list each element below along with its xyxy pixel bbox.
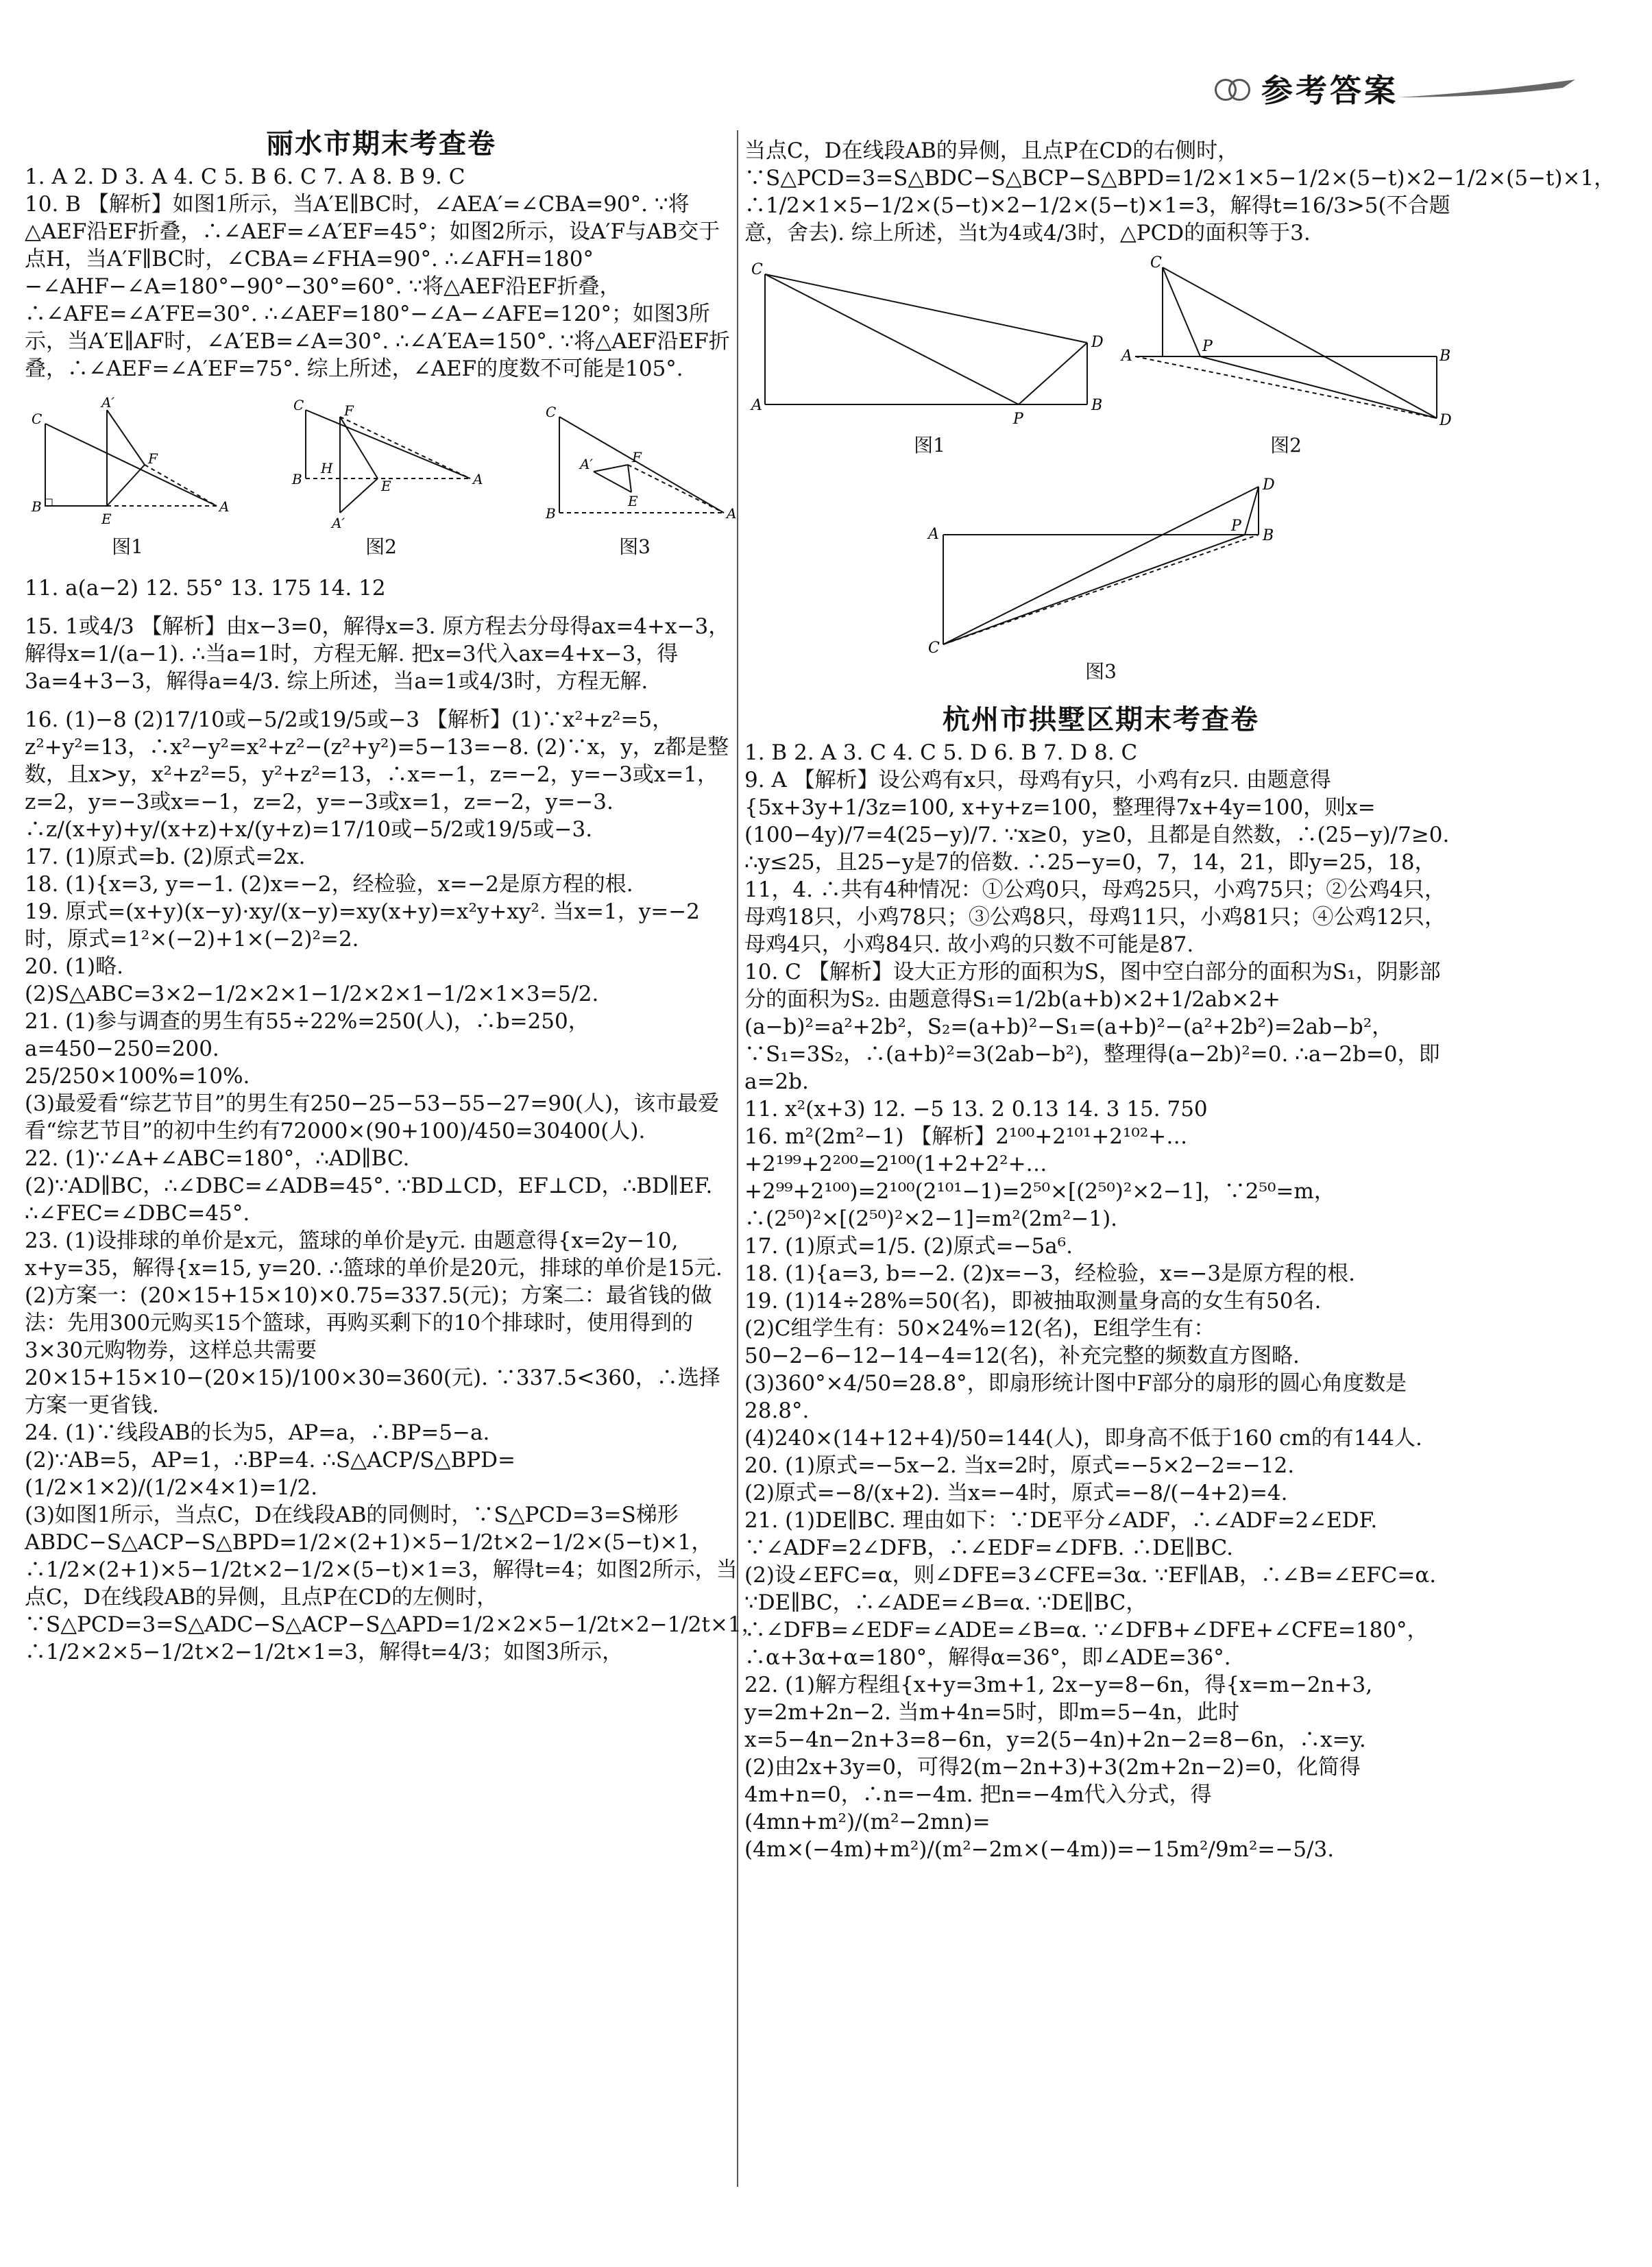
svg-text:D: D — [1440, 412, 1452, 429]
svg-text:C: C — [32, 411, 42, 427]
left-column — [25, 110, 763, 1666]
figure-caption: 图1 — [914, 434, 945, 457]
answer-line: 9. A 【解析】设公鸡有x只，母鸡有y只，小鸡有z只. 由题意得{5x+3y+1/3z=100, x+y+z=100，整理得7x+4y=100，则x=(100−4y)/7=4(25−y)/7. ∵x≥0，y≥0，且都是自然数，∴(25−y)/7≥0. ∴y≤25，且25−y是7的倍数. ∴25−y=0，7，14，21，即y=25，18，11，4. ∴共有4种情况：①公鸡0只，母鸡25只，小鸡75只；②公鸡4只，母鸡18只，小鸡78只；③公鸡8只，母鸡11只，小鸡81只；④公鸡12只，母鸡4只，小鸡84只. 故小鸡的只数不可能是87. — [744, 768, 1450, 957]
segment-diagram-3 — [916, 473, 1286, 658]
fold-diagram-2 — [278, 396, 484, 533]
svg-text:F: F — [148, 450, 158, 467]
svg-text:C: C — [928, 640, 940, 657]
figure-caption: 图1 — [112, 535, 143, 558]
figure-caption: 图2 — [365, 535, 397, 558]
svg-text:P: P — [1013, 411, 1023, 428]
answer-line: (2)C组学生有：50×24%=12(名)，E组学生有：50−2−6−12−14−4=12(名)，补充完整的频数直方图略. — [744, 1316, 1300, 1368]
answer-line: 20. (1)原式=−5x−2. 当x=2时，原式=−5×2−2=−12. — [744, 1453, 1295, 1478]
svg-text:D: D — [1091, 334, 1104, 351]
figure-1 — [744, 254, 1115, 459]
svg-text:A: A — [727, 505, 737, 522]
answer-line: 21. (1)DE∥BC. 理由如下：∵DE平分∠ADF，∴∠ADF=2∠EDF. ∵∠ADF=2∠DFB，∴∠EDF=∠DFB. ∴DE∥BC. — [744, 1508, 1378, 1560]
svg-text:B: B — [292, 471, 302, 487]
figure-caption: 图3 — [1085, 660, 1117, 683]
answer-line: 11. a(a−2) 12. 55° 13. 175 14. 12 — [25, 576, 386, 601]
answer-line: (2)∵AD∥BC，∴∠DBC=∠ADB=45°. ∵BD⊥CD，EF⊥CD，∴BD∥EF. ∴∠FEC=∠DBC=45°. — [25, 1174, 713, 1226]
answer-line: (2)设∠EFC=α，则∠DFE=3∠CFE=3α. ∵EF∥AB，∴∠B=∠EFC=α. ∵DE∥BC，∴∠ADE=∠B=α. ∵DE∥BC，∴∠DFB=∠EDF=∠ADE=∠B=α. ∵∠DFB+∠DFE+∠CFE=180°，∴α+3α+α=180°，解得α=36°，即∠ADE=36°. — [744, 1563, 1437, 1670]
segment-diagram-1 — [744, 254, 1115, 432]
svg-text:A′: A′ — [332, 515, 345, 531]
answer-line: 18. (1){a=3, b=−2. (2)x=−3，经检验，x=−3是原方程的根. — [744, 1261, 1355, 1286]
rings-icon — [1215, 75, 1254, 102]
answer-line: 1. B 2. A 3. C 4. C 5. D 6. B 7. D 8. C — [744, 740, 1138, 765]
answer-key-header — [1215, 66, 1577, 111]
svg-text:F: F — [632, 449, 642, 465]
fold-diagram-3 — [532, 396, 738, 533]
figure-3 — [532, 396, 738, 561]
header-label: 参考答案 — [1261, 72, 1398, 109]
svg-text:E: E — [628, 493, 638, 509]
right-column — [744, 137, 1616, 1863]
svg-text:B: B — [1091, 397, 1103, 414]
answer-line: 24. (1)∵线段AB的长为5，AP=a，∴BP=5−a. — [25, 1420, 490, 1445]
figure-1 — [25, 396, 230, 561]
answer-line: 1. A 2. D 3. A 4. C 5. B 6. C 7. A 8. B 9. C — [25, 165, 465, 189]
swoosh-decoration — [1398, 78, 1577, 99]
answer-line: 19. 原式=(x+y)(x−y)·xy/(x−y)=xy(x+y)=x²y+xy². 当x=1，y=−2时，原式=1²×(−2)+1×(−2)²=2. — [25, 899, 700, 951]
answer-line: (2)S△ABC=3×2−1/2×2×1−1/2×2×1−1/2×1×3=5/2. — [25, 982, 599, 1006]
answer-line: (2)原式=−8/(x+2). 当x=−4时，原式=−8/(−4+2)=4. — [744, 1481, 1288, 1505]
answer-line: 10. C 【解析】设大正方形的面积为S，图中空白部分的面积为S₁，阴影部分的面积为S₂. 由题意得S₁=1/2b(a+b)×2+1/2ab×2+(a−b)²=a²+2b²，S₂=(a+b)²−S₁=(a+b)²−(a²+2b²)=2ab−b²，∵S₁=3S₂，∴(a+b)²=3(2ab−b²)，整理得(a−2b)²=0. ∴a−2b=0，即a=2b. — [744, 960, 1441, 1094]
figure-row-q10 — [25, 396, 738, 561]
svg-text:C: C — [546, 404, 557, 420]
figure-row-q24 — [744, 254, 1457, 459]
answer-line: 22. (1)∵∠A+∠ABC=180°，∴AD∥BC. — [25, 1146, 410, 1171]
figure-2 — [1115, 254, 1457, 459]
figure-caption: 图3 — [619, 535, 651, 558]
segment-diagram-2 — [1115, 254, 1457, 432]
svg-text:F: F — [344, 402, 354, 419]
svg-text:C: C — [1150, 254, 1162, 271]
svg-text:C: C — [751, 261, 763, 278]
figure-3 — [916, 473, 1286, 686]
svg-text:A′: A′ — [101, 396, 114, 411]
svg-text:A: A — [473, 471, 483, 487]
svg-text:B: B — [546, 505, 556, 522]
svg-text:P: P — [1231, 518, 1241, 535]
answer-line: (2)由2x+3y=0，可得2(m−2n+3)+3(2m+2n−2)=0，化简得4m+n=0，∴n=−4m. 把n=−4m代入分式，得(4mn+m²)/(m²−2mn)=(4m×(−4m)+m²)/(m²−2m×(−4m))=−15m²/9m²=−5/3. — [744, 1755, 1361, 1862]
answer-line: 16. m²(2m²−1) 【解析】2¹⁰⁰+2¹⁰¹+2¹⁰²+…+2¹⁹⁹+2²⁰⁰=2¹⁰⁰(1+2+2²+…+2⁹⁹+2¹⁰⁰)=2¹⁰⁰(2¹⁰¹−1)=2⁵⁰×[(2⁵⁰)²×2−1]，∵2⁵⁰=m，∴(2⁵⁰)²×[(2⁵⁰)²×2−1]=m²(2m²−1). — [744, 1124, 1335, 1231]
section-title-gongshu: 杭州市拱墅区期末考查卷 — [943, 704, 1259, 736]
answer-line: (3)如图1所示，当点C，D在线段AB的同侧时，∵S△PCD=3=S梯形ABDC−S△ACP−S△BPD=1/2×(2+1)×5−1/2t×2−1/2×(5−t)×1，∴1/2×(2+1)×5−1/2t×2−1/2×(5−t)×1=3，解得t=4；如图2所示，当点C，D在线段AB的异侧，且点P在CD的左侧时，∵S△PCD=3=S△ADC−S△ACP−S△APD=1/2×2×5−1/2t×2−1/2t×1，∴1/2×2×5−1/2t×2−1/2t×1=3，解得t=4/3；如图3所示， — [25, 1503, 763, 1664]
answer-line: 当点C，D在线段AB的异侧，且点P在CD的右侧时，∵S△PCD=3=S△BDC−S△BCP−S△BPD=1/2×1×5−1/2×(5−t)×2−1/2×(5−t)×1，∴1/2×1×5−1/2×(5−t)×2−1/2×(5−t)×1=3，解得t=16/3>5(不合题意，舍去). 综上所述，当t为4或4/3时，△PCD的面积等于3. — [744, 138, 1616, 245]
answer-line: 20. (1)略. — [25, 954, 123, 979]
answer-line: 15. 1或4/3 【解析】由x−3=0，解得x=3. 原方程去分母得ax=4+x−3，解得x=1/(a−1). ∴当a=1时，方程无解. 把x=3代入ax=4+x−3，得3a=4+3−3，解得a=4/3. 综上所述，当a=1或4/3时，方程无解. — [25, 614, 730, 694]
answer-line: 19. (1)14÷28%=50(名)，即被抽取测量身高的女生有50名. — [744, 1289, 1322, 1313]
answer-line: 10. B 【解析】如图1所示，当A′E∥BC时，∠AEA′=∠CBA=90°. ∵将△AEF沿EF折叠，∴∠AEF=∠A′EF=45°；如图2所示，设A′F与AB交于点H，当A′F∥BC时，∠CBA=∠FHA=90°. ∴∠AFH=180°−∠AHF−∠A=180°−90°−30°=60°. ∵将△AEF沿EF折叠，∴∠AFE=∠A′FE=30°. ∴∠AEF=180°−∠A−∠AFE=120°；如图3所示，当A′E∥AF时，∠A′EB=∠A=30°. ∴∠A′EA=150°. ∵将△AEF沿EF折叠，∴∠AEF=∠A′EF=75°. 综上所述，∠AEF的度数不可能是105°. — [25, 192, 730, 381]
svg-text:E: E — [101, 511, 112, 527]
answer-line: (3)最爱看“综艺节目”的男生有250−25−53−55−27=90(人)，该市最爱看“综艺节目”的初中生约有72000×(90+100)/450=30400(人). — [25, 1091, 720, 1143]
answer-line: (2)∵AB=5，AP=1，∴BP=4. ∴S△ACP/S△BPD=(1/2×1×2)/(1/2×4×1)=1/2. — [25, 1448, 515, 1500]
figure-2 — [278, 396, 484, 561]
answer-line: 17. (1)原式=1/5. (2)原式=−5a⁶. — [744, 1234, 1073, 1259]
answer-line: 16. (1)−8 (2)17/10或−5/2或19/5或−3 【解析】(1)∵x²+z²=5，z²+y²=13，∴x²−y²=x²+z²−(z²+y²)=5−13=−8. (2)∵x，y，z都是整数，且x>y，x²+z²=5，y²+z²=13，∴x=−1，z=−2，y=−3或x=1，z=2，y=−3或x=−1，z=2，y=−3或x=1，z=−2，y=−3. ∴z/(x+y)+y/(x+z)+x/(y+z)=17/10或−5/2或19/5或−3. — [25, 707, 729, 842]
answer-line: 17. (1)原式=b. (2)原式=2x. — [25, 845, 306, 869]
answer-line: 25/250×100%=10%. — [25, 1064, 250, 1089]
answer-line: 21. (1)参与调查的男生有55÷22%=250(人)，∴b=250，a=450−250=200. — [25, 1009, 590, 1061]
svg-text:D: D — [1263, 476, 1275, 494]
answer-line: (4)240×(14+12+4)/50=144(人)，即身高不低于160 cm的有144人. — [744, 1426, 1422, 1451]
answer-line: 22. (1)解方程组{x+y=3m+1, 2x−y=8−6n，得{x=m−2n+3, y=2m+2n−2. 当m+4n=5时，即m=5−4n，此时x=5−4n−2n+3=8−6n，y=2(5−4n)+2n−2=8−6n，∴x=y. — [744, 1673, 1373, 1752]
svg-text:B: B — [1263, 527, 1274, 544]
svg-text:B: B — [32, 498, 42, 515]
svg-text:A: A — [1121, 348, 1132, 365]
svg-text:A: A — [928, 526, 939, 543]
fold-diagram-1 — [25, 396, 230, 533]
answer-line: 11. x²(x+3) 12. −5 13. 2 0.13 14. 3 15. 750 — [744, 1097, 1208, 1122]
answer-line: (3)360°×4/50=28.8°，即扇形统计图中F部分的扇形的圆心角度数是28.8°. — [744, 1371, 1407, 1423]
svg-text:H: H — [321, 460, 333, 476]
svg-text:E: E — [381, 478, 391, 494]
svg-text:P: P — [1202, 338, 1213, 355]
svg-text:A: A — [219, 498, 230, 515]
answer-line: 23. (1)设排球的单价是x元，篮球的单价是y元. 由题意得{x=2y−10, x+y=35，解得{x=15, y=20. ∴篮球的单价是20元，排球的单价是15元. — [25, 1228, 722, 1281]
section-title-lishui: 丽水市期末考查卷 — [266, 128, 496, 160]
svg-text:C: C — [293, 397, 304, 413]
answer-line: (2)方案一：(20×15+15×10)×0.75=337.5(元)；方案二：最省钱的做法：先用300元购买15个篮球，再购买剩下的10个排球时，使用得到的3×30元购物券，这样总共需要20×15+15×10−(20×15)/100×30=360(元). ∵337.5<360，∴选择方案一更省钱. — [25, 1283, 720, 1418]
svg-text:A′: A′ — [580, 456, 593, 472]
answer-line: 18. (1){x=3, y=−1. (2)x=−2，经检验，x=−2是原方程的根. — [25, 872, 633, 897]
svg-text:A: A — [751, 397, 762, 414]
svg-text:B: B — [1440, 348, 1451, 365]
figure-caption: 图2 — [1270, 434, 1302, 457]
